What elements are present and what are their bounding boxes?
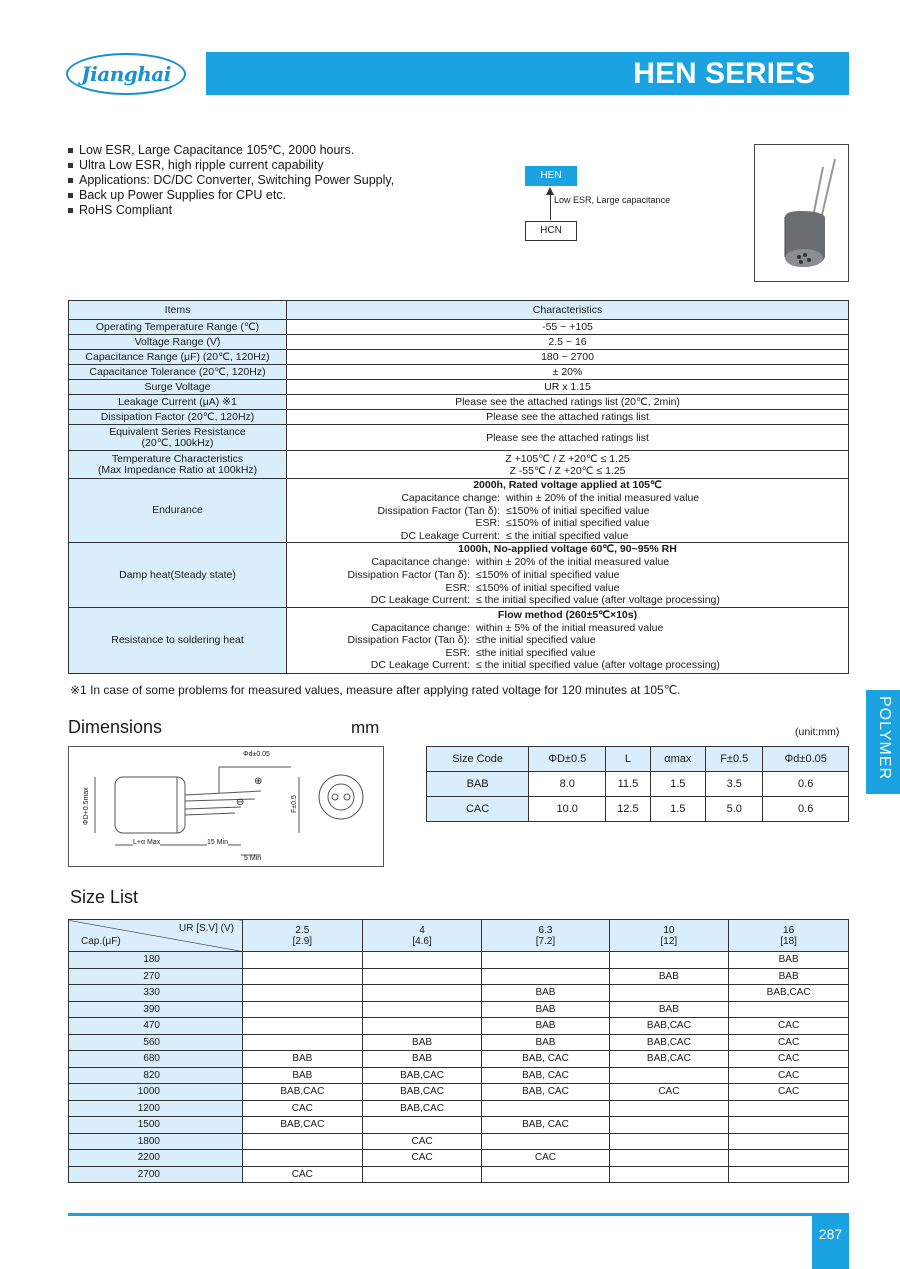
table-row <box>427 772 849 797</box>
damp-heat-spec: 1000h, No-applied voltage 60℃, 90~95% RH Capacitance change: within ± 20% of the initial measured value Dissipation Factor (Tan δ): ≤150% of initial specified value ESR: ≤150% of initial specified value DC Leakage Current: ≤ the initial specified value (after voltage processing) <box>287 543 849 607</box>
cap-label: Cap.(μF) <box>81 936 121 947</box>
row-value: Please see the attached ratings list (20℃, 2min) <box>287 395 849 410</box>
cell: 3.5 <box>706 772 763 797</box>
side-tab-label: POLYMER <box>876 696 893 781</box>
diagonal-header <box>69 920 243 952</box>
table-row <box>69 1067 849 1084</box>
size-code: CAC <box>427 797 529 822</box>
table-row <box>69 968 849 985</box>
row-item: Equivalent Series Resistance (20℃, 100kHz) <box>69 425 287 451</box>
size-code-cell <box>729 1133 849 1150</box>
size-code-cell <box>729 1166 849 1183</box>
table-row <box>69 395 849 410</box>
dimensions-title: Dimensions <box>68 717 163 737</box>
size-code-cell: BAB,CAC <box>243 1117 363 1134</box>
size-code-cell: BAB <box>482 985 609 1002</box>
damp-heat-row <box>69 543 849 607</box>
size-code-cell <box>729 1100 849 1117</box>
footer-line <box>68 1213 849 1216</box>
size-code-cell <box>482 1100 609 1117</box>
size-code-cell: BAB,CAC <box>243 1084 363 1101</box>
min15-label: 15 Min <box>207 839 229 846</box>
table-row <box>69 410 849 425</box>
row-item: Voltage Range (V) <box>69 335 287 350</box>
size-code-cell <box>609 1117 729 1134</box>
cell: 8.0 <box>529 772 606 797</box>
table-row <box>69 1117 849 1134</box>
cell: 12.5 <box>606 797 650 822</box>
table-row <box>69 380 849 395</box>
size-code-cell: CAC <box>362 1133 482 1150</box>
size-code-cell: BAB <box>609 1001 729 1018</box>
table-row <box>69 1084 849 1101</box>
row-item: Temperature Characteristics (Max Impedance Ratio at 100kHz) <box>69 451 287 479</box>
series-title: HEN SERIES <box>633 57 815 90</box>
size-code-cell: BAB <box>729 952 849 969</box>
capacitance-cell: 820 <box>69 1067 243 1084</box>
footnote: ※1 In case of some problems for measured values, measure after applying rated voltage for 120 minutes at 105℃. <box>70 683 681 697</box>
size-code-cell <box>609 1067 729 1084</box>
table-header-row <box>69 301 849 320</box>
size-code-cell <box>362 952 482 969</box>
row-item: Endurance <box>69 479 287 543</box>
size-code-cell: CAC <box>729 1018 849 1035</box>
size-header-row <box>69 920 849 952</box>
phi-d-label: Φd±0.05 <box>243 751 270 758</box>
size-code-cell <box>243 1133 363 1150</box>
size-code-cell: CAC <box>482 1150 609 1167</box>
table-row <box>69 350 849 365</box>
size-code-cell: CAC <box>729 1051 849 1068</box>
size-code-cell: BAB,CAC <box>362 1067 482 1084</box>
capacitance-cell: 560 <box>69 1034 243 1051</box>
size-code-cell: CAC <box>729 1084 849 1101</box>
row-item: Leakage Current (μA) ※1 <box>69 395 287 410</box>
size-code-cell <box>729 1001 849 1018</box>
series-banner <box>206 52 849 95</box>
size-code-cell <box>482 1133 609 1150</box>
size-code-cell: BAB <box>482 1018 609 1035</box>
size-code-cell: BAB,CAC <box>362 1084 482 1101</box>
row-value: 180 ~ 2700 <box>287 350 849 365</box>
page-number: 287 <box>812 1216 849 1269</box>
dimension-drawing <box>68 746 384 867</box>
row-value: 2.5 ~ 16 <box>287 335 849 350</box>
soldering-row <box>69 607 849 673</box>
size-code-cell <box>609 1133 729 1150</box>
capacitance-cell: 180 <box>69 952 243 969</box>
voltage-header: 6.3 [7.2] <box>482 920 609 952</box>
feature-item: Applications: DC/DC Converter, Switching Power Supply, <box>68 173 394 188</box>
table-row <box>69 1051 849 1068</box>
table-row <box>69 1018 849 1035</box>
capacitor-image <box>755 145 848 281</box>
table-row <box>69 985 849 1002</box>
capacitance-cell: 330 <box>69 985 243 1002</box>
size-code-cell <box>243 1034 363 1051</box>
capacitance-cell: 680 <box>69 1051 243 1068</box>
size-code-cell: BAB, CAC <box>482 1051 609 1068</box>
size-code-cell <box>243 1018 363 1035</box>
col-header: ΦD±0.5 <box>529 747 606 772</box>
cell: 1.5 <box>650 772 706 797</box>
feature-item: Low ESR, Large Capacitance 105℃, 2000 hours. <box>68 143 394 158</box>
min5-label: 5 Min <box>244 855 262 862</box>
size-code-cell: BAB,CAC <box>362 1100 482 1117</box>
capacitor-outline-diagram <box>69 747 383 866</box>
voltage-header: 10 [12] <box>609 920 729 952</box>
size-code-cell <box>482 952 609 969</box>
dimension-table <box>426 746 849 822</box>
capacitance-cell: 1500 <box>69 1117 243 1134</box>
size-code-cell <box>609 1166 729 1183</box>
col-header: L <box>606 747 650 772</box>
size-code-cell <box>362 968 482 985</box>
phi-D-label: ΦD+0.5max <box>83 787 90 825</box>
endurance-row <box>69 479 849 543</box>
table-row <box>69 952 849 969</box>
flow-arrow-line <box>550 194 551 220</box>
size-code-cell <box>729 1150 849 1167</box>
size-code-cell: BAB <box>609 968 729 985</box>
size-code-cell: CAC <box>243 1100 363 1117</box>
row-value: -55 ~ +105 <box>287 320 849 335</box>
size-code-cell: BAB <box>482 1034 609 1051</box>
size-code-cell: BAB, CAC <box>482 1084 609 1101</box>
capacitance-cell: 2200 <box>69 1150 243 1167</box>
size-code-cell <box>362 1001 482 1018</box>
size-code-cell <box>482 1166 609 1183</box>
flow-note: Low ESR, Large capacitance <box>554 195 671 205</box>
size-code-cell: CAC <box>609 1084 729 1101</box>
characteristics-table <box>68 300 849 674</box>
row-value: ± 20% <box>287 365 849 380</box>
size-code-cell: BAB <box>362 1051 482 1068</box>
cell: 10.0 <box>529 797 606 822</box>
capacitance-cell: 470 <box>69 1018 243 1035</box>
size-code-cell <box>609 1100 729 1117</box>
col-header: αmax <box>650 747 706 772</box>
capacitance-cell: 1000 <box>69 1084 243 1101</box>
size-code-cell: BAB, CAC <box>482 1117 609 1134</box>
cell: 5.0 <box>706 797 763 822</box>
flow-hen-box: HEN <box>525 166 577 186</box>
row-item: Capacitance Range (μF) (20℃, 120Hz) <box>69 350 287 365</box>
row-value: Z +105℃ / Z +20℃ ≤ 1.25 Z -55℃ / Z +20℃ ≤ 1.25 <box>287 451 849 479</box>
size-code-cell: CAC <box>362 1150 482 1167</box>
table-row <box>69 1133 849 1150</box>
row-value: UR x 1.15 <box>287 380 849 395</box>
size-code-cell: BAB,CAC <box>609 1034 729 1051</box>
feature-item: RoHS Compliant <box>68 203 394 218</box>
size-list-table <box>68 919 849 1183</box>
feature-item-continued: Back up Power Supplies for CPU etc. <box>68 188 394 203</box>
L-label: L+α Max <box>133 839 161 846</box>
size-code-cell: BAB,CAC <box>609 1018 729 1035</box>
voltage-header: 2.5 [2.9] <box>243 920 363 952</box>
flow-hcn-box: HCN <box>525 221 577 241</box>
capacitance-cell: 270 <box>69 968 243 985</box>
cell: 0.6 <box>763 797 849 822</box>
size-code-cell <box>609 952 729 969</box>
size-code-cell: BAB <box>243 1067 363 1084</box>
logo-text: Jianghai <box>81 62 171 86</box>
size-code-cell <box>243 985 363 1002</box>
feature-list <box>68 143 394 218</box>
size-code-cell: CAC <box>729 1034 849 1051</box>
header-characteristics: Characteristics <box>287 301 849 320</box>
row-value: Please see the attached ratings list <box>287 410 849 425</box>
size-code-cell <box>362 985 482 1002</box>
header-items: Items <box>69 301 287 320</box>
table-row <box>69 1001 849 1018</box>
size-code-cell <box>243 1001 363 1018</box>
col-header: Size Code <box>427 747 529 772</box>
table-row <box>69 365 849 380</box>
minus-icon: ⊖ <box>236 797 245 808</box>
row-item: Damp heat(Steady state) <box>69 543 287 607</box>
size-code-cell <box>243 968 363 985</box>
cell: 11.5 <box>606 772 650 797</box>
cell: 1.5 <box>650 797 706 822</box>
table-row <box>69 1100 849 1117</box>
voltage-header: 4 [4.6] <box>362 920 482 952</box>
size-code-cell: BAB <box>243 1051 363 1068</box>
size-list-title: Size List <box>70 887 139 907</box>
table-row <box>69 1150 849 1167</box>
table-row <box>69 1034 849 1051</box>
col-header: Φd±0.05 <box>763 747 849 772</box>
size-code-cell: BAB,CAC <box>729 985 849 1002</box>
capacitance-cell: 2700 <box>69 1166 243 1183</box>
size-code-cell: BAB <box>482 1001 609 1018</box>
size-code-cell: BAB,CAC <box>609 1051 729 1068</box>
size-code: BAB <box>427 772 529 797</box>
size-code-cell <box>243 1150 363 1167</box>
col-header: F±0.5 <box>706 747 763 772</box>
table-row <box>69 335 849 350</box>
polymer-side-tab <box>866 690 900 794</box>
row-item: Surge Voltage <box>69 380 287 395</box>
table-row <box>69 425 849 451</box>
unit-label: (unit:mm) <box>795 726 840 738</box>
size-code-cell: CAC <box>243 1166 363 1183</box>
capacitance-cell: 1800 <box>69 1133 243 1150</box>
F-label: F±0.5 <box>291 795 298 813</box>
size-code-cell <box>609 985 729 1002</box>
size-code-cell: BAB, CAC <box>482 1067 609 1084</box>
voltage-header: 16 [18] <box>729 920 849 952</box>
dim-header-row <box>427 747 849 772</box>
capacitance-cell: 1200 <box>69 1100 243 1117</box>
feature-item: Ultra Low ESR, high ripple current capability <box>68 158 394 173</box>
row-value: Please see the attached ratings list <box>287 425 849 451</box>
plus-icon: ⊕ <box>254 776 263 787</box>
row-item: Capacitance Tolerance (20℃, 120Hz) <box>69 365 287 380</box>
size-code-cell <box>482 968 609 985</box>
ur-label: UR [S.V] (V) <box>178 923 234 934</box>
size-code-cell <box>362 1117 482 1134</box>
size-code-cell <box>609 1150 729 1167</box>
row-item: Resistance to soldering heat <box>69 607 287 673</box>
size-code-cell <box>729 1117 849 1134</box>
cell: 0.6 <box>763 772 849 797</box>
row-item: Dissipation Factor (20℃, 120Hz) <box>69 410 287 425</box>
row-item: Operating Temperature Range (℃) <box>69 320 287 335</box>
size-code-cell <box>362 1166 482 1183</box>
size-code-cell <box>243 952 363 969</box>
soldering-spec: Flow method (260±5℃×10s) Capacitance change: within ± 5% of the initial measured value Dissipation Factor (Tan δ): ≤the initial specified value ESR: ≤the initial specified value DC Leakage Current: ≤ the initial specified value (after voltage processing) <box>287 607 849 673</box>
size-code-cell: BAB <box>362 1034 482 1051</box>
table-row <box>427 797 849 822</box>
size-code-cell <box>362 1018 482 1035</box>
company-logo <box>66 53 186 95</box>
endurance-spec: 2000h, Rated voltage applied at 105℃ Capacitance change: within ± 20% of the initial measured value Dissipation Factor (Tan δ): ≤150% of initial specified value ESR: ≤150% of initial specified value DC Leakage Current: ≤ the initial specified value <box>287 479 849 543</box>
size-code-cell: CAC <box>729 1067 849 1084</box>
table-row <box>69 320 849 335</box>
product-photo <box>754 144 849 282</box>
table-row <box>69 1166 849 1183</box>
table-row <box>69 451 849 479</box>
size-code-cell: BAB <box>729 968 849 985</box>
capacitance-cell: 390 <box>69 1001 243 1018</box>
dimensions-mm: mm <box>351 718 380 737</box>
